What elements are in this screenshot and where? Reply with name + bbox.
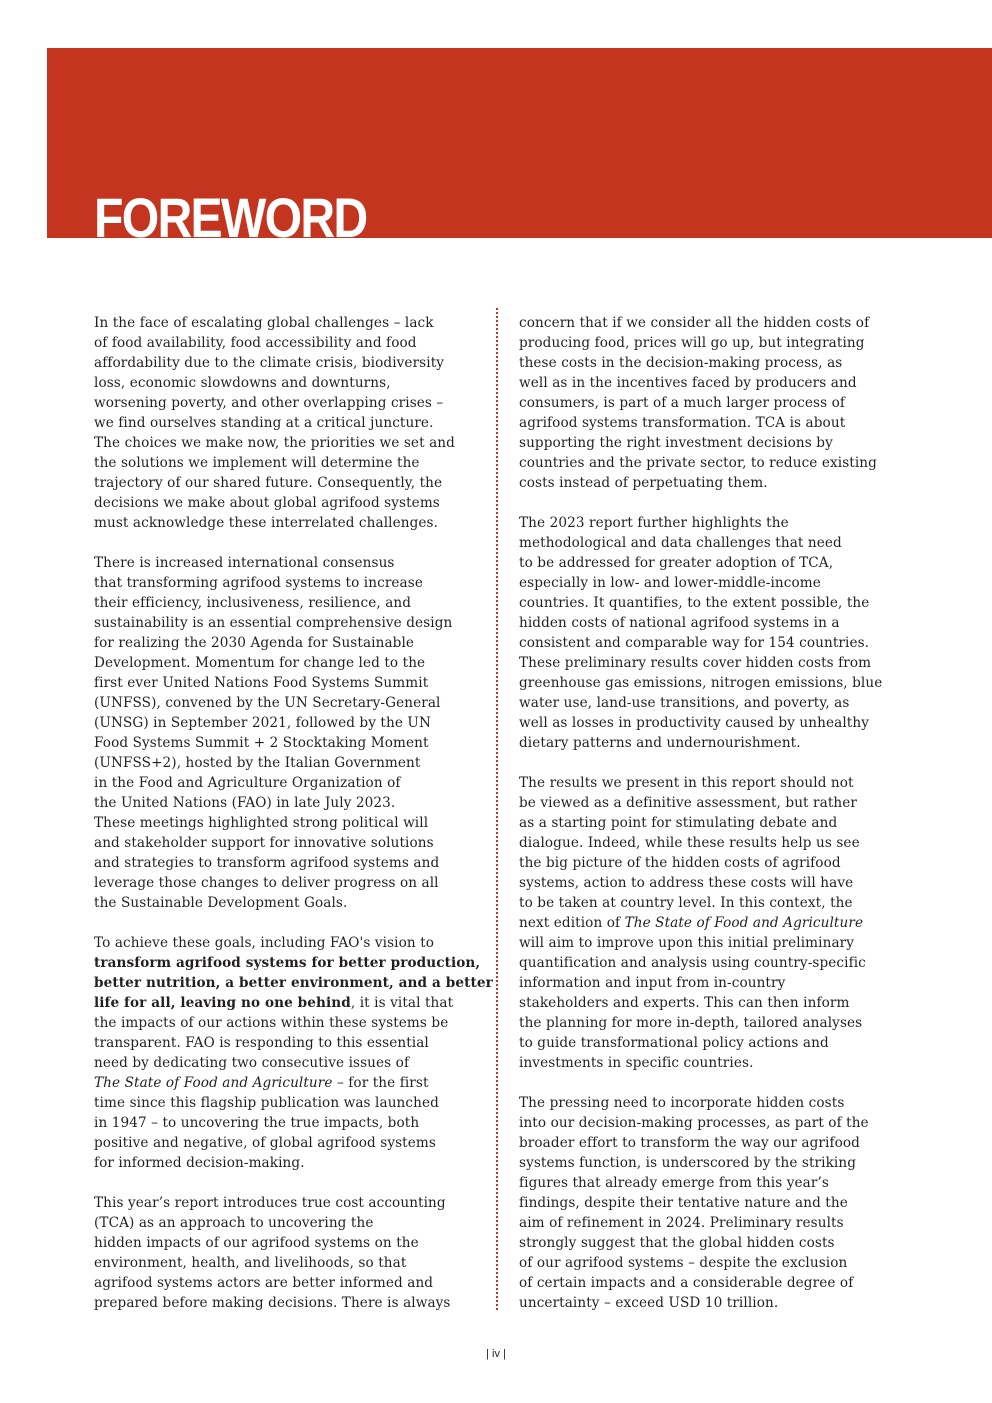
text-line <box>94 393 476 413</box>
text-run: water use, land-use transitions, and poverty, as <box>519 695 850 711</box>
text-run: broader effort to transform the way our agrifood <box>519 1135 860 1151</box>
text-run: methodological and data challenges that need <box>519 535 842 551</box>
text-line <box>94 693 476 713</box>
text-line <box>94 1113 476 1133</box>
text-run: for realizing the 2030 Agenda for Sustainable <box>94 635 415 651</box>
text-run: There is increased international consensus <box>94 555 395 571</box>
text-run: agrifood systems transformation. TCA is about <box>519 415 846 431</box>
text-run: (UNSG) in September 2021, followed by the UN <box>94 715 431 731</box>
text-run: positive and negative, of global agrifood systems <box>94 1135 436 1151</box>
paragraph <box>519 1093 901 1313</box>
text-run: , it is vital that <box>350 995 454 1011</box>
text-run: quantification and analysis using country-specific <box>519 955 866 971</box>
text-run: next edition of <box>519 915 625 931</box>
text-run: to guide transformational policy actions and <box>519 1035 829 1051</box>
text-line <box>519 953 901 973</box>
text-line <box>519 813 901 833</box>
paragraph <box>519 313 901 493</box>
text-run: consistent and comparable way for 154 countries. <box>519 635 870 651</box>
text-run: transparent. FAO is responding to this essential <box>94 1035 429 1051</box>
text-line <box>94 333 476 353</box>
text-line <box>94 1053 476 1073</box>
text-run: findings, despite their tentative nature and the <box>519 1195 848 1211</box>
text-line <box>519 513 901 533</box>
text-line <box>519 873 901 893</box>
text-run: prepared before making decisions. There is always <box>94 1295 451 1311</box>
text-run: (UNFSS), convened by the UN Secretary-General <box>94 695 441 711</box>
text-line <box>94 833 476 853</box>
text-line <box>94 473 476 493</box>
text-line <box>519 833 901 853</box>
text-line <box>519 673 901 693</box>
text-run: (TCA) as an approach to uncovering the <box>94 1215 374 1231</box>
text-run: the Sustainable Development Goals. <box>94 895 348 911</box>
text-run: that transforming agrifood systems to increase <box>94 575 423 591</box>
text-run: hidden costs of national agrifood systems in a <box>519 615 840 631</box>
text-line <box>94 953 481 973</box>
text-run: To achieve these goals, including FAO's vision to <box>94 935 435 951</box>
text-run: and strategies to transform agrifood systems and <box>94 855 440 871</box>
text-line <box>94 733 476 753</box>
text-run: of our agrifood systems – despite the exclusion <box>519 1255 848 1271</box>
text-line <box>519 1213 901 1233</box>
text-line <box>519 1293 901 1313</box>
text-column-right <box>519 313 901 1333</box>
text-column-left <box>94 313 493 1333</box>
text-run: The results we present in this report should not <box>519 775 854 791</box>
text-run: information and input from in-country <box>519 975 786 991</box>
text-line <box>94 1013 476 1033</box>
text-run: worsening poverty, and other overlapping crises – <box>94 395 444 411</box>
text-line <box>519 393 901 413</box>
text-line <box>519 1113 901 1133</box>
text-run: be viewed as a definitive assessment, but rather <box>519 795 858 811</box>
text-run: the United Nations (FAO) in late July 2023. <box>94 795 396 811</box>
text-run: countries. It quantifies, to the extent possible, the <box>519 595 870 611</box>
text-run: the planning for more in-depth, tailored analyses <box>519 1015 863 1031</box>
text-line <box>519 693 901 713</box>
paragraph <box>94 553 476 913</box>
paragraph <box>94 313 476 533</box>
text-run: leverage those changes to deliver progress on all <box>94 875 439 891</box>
text-line <box>94 493 476 513</box>
text-run: environment, health, and livelihoods, so that <box>94 1255 407 1271</box>
text-run: as a starting point for stimulating debate and <box>519 815 838 831</box>
text-run: need by dedicating two consecutive issues of <box>94 1055 410 1071</box>
text-line <box>94 413 476 433</box>
text-run: countries and the private sector, to reduce existing <box>519 455 877 471</box>
text-run: investments in specific countries. <box>519 1055 754 1071</box>
bold-text: transform agrifood systems for better production, <box>94 955 481 971</box>
text-run: to be taken at country level. In this context, the <box>519 895 853 911</box>
text-run: of food availability, food accessibility and food <box>94 335 417 351</box>
text-line <box>519 993 901 1013</box>
text-line <box>519 1173 901 1193</box>
text-line <box>94 1233 476 1253</box>
page-title: FOREWORD <box>94 186 367 249</box>
text-run: sustainability is an essential comprehensive design <box>94 615 453 631</box>
text-run: affordability due to the climate crisis, biodiversity <box>94 355 445 371</box>
paragraph <box>519 773 901 1073</box>
text-line <box>519 773 901 793</box>
text-line <box>519 473 901 493</box>
text-run: greenhouse gas emissions, nitrogen emissions, blue <box>519 675 883 691</box>
text-line <box>519 1253 901 1273</box>
text-line <box>519 1233 901 1253</box>
text-line <box>94 573 476 593</box>
text-line <box>519 793 901 813</box>
text-line <box>519 553 901 573</box>
text-run: This year’s report introduces true cost accounting <box>94 1195 446 1211</box>
text-line <box>519 713 901 733</box>
text-line <box>519 373 901 393</box>
text-run: The 2023 report further highlights the <box>519 515 789 531</box>
text-run: their efficiency, inclusiveness, resilience, and <box>94 595 412 611</box>
text-line <box>94 1153 476 1173</box>
publication-title: The State of Food and Agriculture <box>624 915 864 931</box>
text-line <box>519 433 901 453</box>
text-run: – for the first <box>332 1075 429 1091</box>
text-run: these costs in the decision-making process, as <box>519 355 843 371</box>
text-run: well as losses in productivity caused by unhealthy <box>519 715 869 731</box>
text-run: must acknowledge these interrelated challenges. <box>94 515 439 531</box>
text-line <box>519 313 901 333</box>
text-line <box>94 433 476 453</box>
text-line <box>94 893 476 913</box>
text-line <box>94 1213 476 1233</box>
text-line <box>519 1033 901 1053</box>
paragraph <box>94 1193 476 1313</box>
text-run: the impacts of our actions within these systems be <box>94 1015 449 1031</box>
text-line <box>94 793 476 813</box>
text-line <box>94 673 476 693</box>
text-line <box>519 893 901 913</box>
text-line <box>519 413 901 433</box>
text-run: uncertainty – exceed USD 10 trillion. <box>519 1295 779 1311</box>
text-line <box>519 733 901 753</box>
text-run: to be addressed for greater adoption of TCA, <box>519 555 834 571</box>
text-line <box>94 1273 476 1293</box>
text-run: dialogue. Indeed, while these results help us see <box>519 835 860 851</box>
text-line <box>519 1273 901 1293</box>
text-run: hidden impacts of our agrifood systems on the <box>94 1235 419 1251</box>
text-line <box>519 853 901 873</box>
text-line <box>94 313 476 333</box>
text-run: Development. Momentum for change led to the <box>94 655 426 671</box>
text-run: of certain impacts and a considerable degree of <box>519 1275 854 1291</box>
text-line <box>519 533 901 553</box>
text-line <box>94 1033 476 1053</box>
text-run: well as in the incentives faced by producers and <box>519 375 857 391</box>
text-run: for informed decision-making. <box>94 1155 305 1171</box>
text-run: time since this flagship publication was launched <box>94 1095 439 1111</box>
text-line <box>94 993 476 1013</box>
text-run: costs instead of perpetuating them. <box>519 475 768 491</box>
text-line <box>519 333 901 353</box>
text-run: consumers, is part of a much larger process of <box>519 395 846 411</box>
text-line <box>519 1093 901 1113</box>
text-run: the big picture of the hidden costs of agrifood <box>519 855 841 871</box>
paragraph <box>519 513 901 753</box>
text-run: especially in low- and lower-middle-income <box>519 575 821 591</box>
text-line <box>94 853 476 873</box>
text-run: (UNFSS+2), hosted by the Italian Government <box>94 755 421 771</box>
text-run: These preliminary results cover hidden costs from <box>519 655 872 671</box>
page-number: | iv | <box>486 1348 506 1360</box>
text-run: first ever United Nations Food Systems Summit <box>94 675 429 691</box>
title-banner <box>47 48 992 249</box>
text-run: These meetings highlighted strong political will <box>94 815 429 831</box>
text-run: in the Food and Agriculture Organization of <box>94 775 401 791</box>
text-line <box>519 1133 901 1153</box>
text-line <box>94 593 476 613</box>
text-line <box>94 973 493 993</box>
text-line <box>94 1073 476 1093</box>
text-run: will aim to improve upon this initial preliminary <box>519 935 855 951</box>
text-line <box>519 1013 901 1033</box>
text-run: loss, economic slowdowns and downturns, <box>94 375 391 391</box>
text-line <box>94 613 476 633</box>
text-run: we find ourselves standing at a critical juncture. <box>94 415 434 431</box>
text-line <box>519 613 901 633</box>
text-line <box>94 713 476 733</box>
text-run: in 1947 – to uncovering the true impacts, both <box>94 1115 420 1131</box>
text-run: strongly suggest that the global hidden costs <box>519 1235 835 1251</box>
text-line <box>519 973 901 993</box>
column-divider <box>496 308 498 1310</box>
text-run: The choices we make now, the priorities we set and <box>94 435 455 451</box>
text-run: and stakeholder support for innovative solutions <box>94 835 434 851</box>
text-run: Food Systems Summit + 2 Stocktaking Moment <box>94 735 429 751</box>
text-run: agrifood systems actors are better informed and <box>94 1275 434 1291</box>
text-line <box>519 653 901 673</box>
text-line <box>519 353 901 373</box>
text-line <box>94 1133 476 1153</box>
text-run: aim of refinement in 2024. Preliminary results <box>519 1215 844 1231</box>
text-run: into our decision-making processes, as part of the <box>519 1115 869 1131</box>
text-run: concern that if we consider all the hidden costs of <box>519 315 870 331</box>
bold-text: life for all, leaving no one behind <box>94 995 351 1011</box>
text-line <box>94 653 476 673</box>
text-line <box>519 453 901 473</box>
text-line <box>519 913 901 933</box>
text-run: dietary patterns and undernourishment. <box>519 735 801 751</box>
text-run: The pressing need to incorporate hidden costs <box>519 1095 845 1111</box>
text-line <box>94 933 476 953</box>
text-line <box>519 633 901 653</box>
text-line <box>519 1193 901 1213</box>
text-line <box>94 1093 476 1113</box>
text-line <box>94 1293 476 1313</box>
text-line <box>94 633 476 653</box>
text-line <box>519 593 901 613</box>
text-line <box>94 553 476 573</box>
text-run: decisions we make about global agrifood systems <box>94 495 440 511</box>
text-line <box>519 1053 901 1073</box>
text-run: systems function, is underscored by the striking <box>519 1155 857 1171</box>
text-line <box>519 1153 901 1173</box>
text-line <box>519 573 901 593</box>
text-run: figures that already emerge from this year’s <box>519 1175 829 1191</box>
text-line <box>94 813 476 833</box>
text-line <box>94 513 476 533</box>
publication-title: The State of Food and Agriculture <box>94 1075 333 1091</box>
paragraph <box>94 933 493 1173</box>
text-run: In the face of escalating global challenges – lack <box>94 315 434 331</box>
text-line <box>94 453 476 473</box>
text-line <box>94 373 476 393</box>
bold-text: better nutrition, a better environment, and a better <box>94 975 493 991</box>
text-line <box>94 773 476 793</box>
text-line <box>94 753 476 773</box>
text-run: stakeholders and experts. This can then inform <box>519 995 850 1011</box>
text-line <box>94 873 476 893</box>
text-run: systems, action to address these costs will have <box>519 875 854 891</box>
text-line <box>94 1193 476 1213</box>
text-run: supporting the right investment decisions by <box>519 435 833 451</box>
text-run: the solutions we implement will determine the <box>94 455 420 471</box>
text-run: trajectory of our shared future. Consequently, the <box>94 475 443 491</box>
text-line <box>519 933 901 953</box>
text-run: producing food, prices will go up, but integrating <box>519 335 865 351</box>
text-line <box>94 353 476 373</box>
text-line <box>94 1253 476 1273</box>
